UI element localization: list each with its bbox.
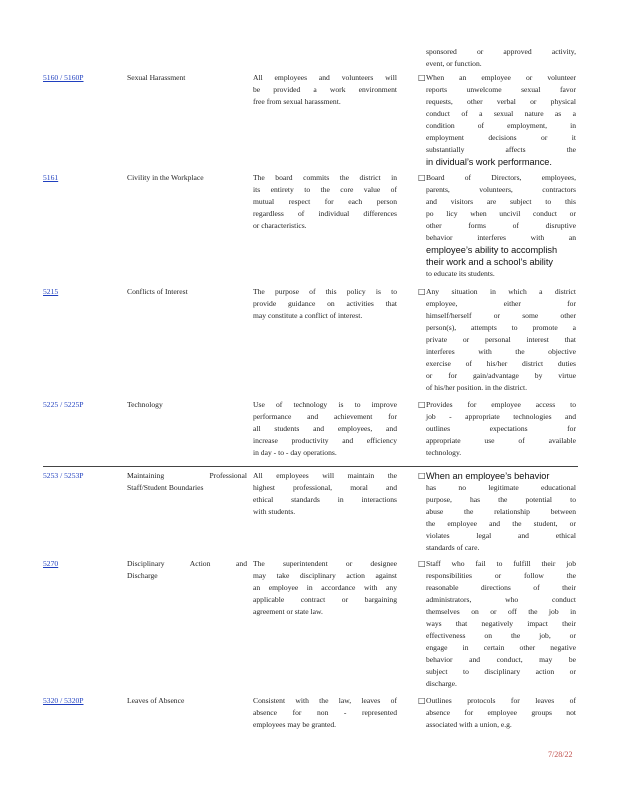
policy-code-link[interactable]: 5320 / 5320P bbox=[43, 696, 84, 705]
checkbox-bullet-icon: □ bbox=[418, 400, 426, 409]
policy-purpose-line: employees may be granted. bbox=[253, 720, 337, 729]
policy-code-link[interactable]: 5215 bbox=[43, 287, 59, 296]
policy-code-link[interactable]: 5225 / 5225P bbox=[43, 400, 84, 409]
policy-definition-line: absence for employee groups not bbox=[426, 708, 576, 717]
policy-code-link[interactable]: 5270 bbox=[43, 559, 59, 568]
policy-definition-line: Staff who fail to fulfill their job bbox=[426, 559, 576, 568]
policy-purpose-line: its entirety to the core value of bbox=[253, 185, 397, 194]
policy-purpose-cell bbox=[253, 558, 397, 618]
policy-definition-line: conduct of a sexual nature as a bbox=[426, 109, 576, 118]
checkbox-bullet-icon: □ bbox=[418, 696, 426, 705]
policy-title-cell bbox=[127, 172, 247, 184]
policy-purpose-line: free from sexual harassment. bbox=[253, 97, 341, 106]
policy-definition-line: reports unwelcome sexual favor bbox=[426, 85, 576, 94]
checkbox-bullet-icon: □ bbox=[418, 287, 426, 296]
policy-purpose-line: All employees will maintain the bbox=[253, 471, 397, 480]
checkbox-bullet-icon: □ bbox=[418, 559, 426, 568]
checkbox-bullet-icon: □ bbox=[418, 73, 426, 82]
policy-definition-line: and visitors are subject to this bbox=[426, 197, 576, 206]
policy-purpose-line: be provided a work environment bbox=[253, 85, 397, 94]
policy-definition-line: job - appropriate technologies and bbox=[426, 412, 576, 421]
checkbox-bullet-icon: □ bbox=[418, 471, 426, 480]
policy-definition-cell bbox=[418, 399, 576, 459]
policy-title-cell bbox=[127, 558, 247, 582]
policy-definition-line: or for gain/advantage by virtue bbox=[426, 371, 576, 380]
policy-purpose-line: agreement or state law. bbox=[253, 607, 323, 616]
policy-title-line: Conflicts of Interest bbox=[127, 287, 188, 296]
policy-definition-line: Any situation in which a district bbox=[426, 287, 576, 296]
policy-definition-line: effectiveness on the job, or bbox=[426, 631, 576, 640]
policy-purpose-line: The board commits the district in bbox=[253, 173, 397, 182]
policy-definition-cell bbox=[418, 286, 576, 394]
policy-code-cell bbox=[43, 399, 123, 411]
policy-definition-line: violates legal and ethical bbox=[426, 531, 576, 540]
policy-purpose-line: an employee in accordance with any bbox=[253, 583, 397, 592]
policy-purpose-line: all students and employees, and bbox=[253, 424, 397, 433]
policy-purpose-cell bbox=[253, 695, 397, 731]
policy-code-link[interactable]: 5160 / 5160P bbox=[43, 73, 84, 82]
policy-definition-line: other forms of disruptive bbox=[426, 221, 576, 230]
policy-definition-line: outlines expectations for bbox=[426, 424, 576, 433]
policy-purpose-cell bbox=[253, 286, 397, 322]
policy-title-cell bbox=[127, 470, 247, 494]
policy-title-cell bbox=[127, 72, 247, 84]
policy-definition-line: behavior interferes with an bbox=[426, 233, 576, 242]
continued-line: event, or function. bbox=[426, 59, 482, 68]
policy-purpose-line: ethical standards in interactions bbox=[253, 495, 397, 504]
policy-purpose-line: Consistent with the law, leaves of bbox=[253, 696, 397, 705]
policy-purpose-cell bbox=[253, 172, 397, 232]
policy-definition-cell bbox=[418, 172, 576, 280]
policy-title-cell bbox=[127, 695, 247, 707]
policy-definition-line: substantially affects the bbox=[426, 145, 576, 154]
policy-definition-line: Provides for employee access to bbox=[426, 400, 576, 409]
policy-purpose-line: The purpose of this policy is to bbox=[253, 287, 397, 296]
policy-purpose-cell bbox=[253, 470, 397, 518]
policy-definition-line: condition of employment, in bbox=[426, 121, 576, 130]
policy-definition-line: standards of care. bbox=[426, 543, 480, 552]
policy-purpose-line: may take disciplinary action against bbox=[253, 571, 397, 580]
policy-purpose-line: or characteristics. bbox=[253, 221, 307, 230]
policy-definition-line: private or personal interest that bbox=[426, 335, 576, 344]
policy-purpose-line: absence for non - represented bbox=[253, 708, 397, 717]
policy-definition-line: parents, volunteers, contractors bbox=[426, 185, 576, 194]
policy-definition-cell bbox=[418, 72, 576, 168]
policy-title-line: Maintaining Professional bbox=[127, 471, 247, 480]
policy-definition-line: to educate its students. bbox=[426, 269, 495, 278]
policy-title-line: Discharge bbox=[127, 571, 158, 580]
policy-definition-line: reasonable directions of their bbox=[426, 583, 576, 592]
policy-definition-line: When an employee or volunteer bbox=[426, 73, 576, 82]
policy-definition-cell bbox=[418, 695, 576, 731]
policy-definition-line: associated with a union, e.g. bbox=[426, 720, 512, 729]
policy-purpose-line: highest professional, moral and bbox=[253, 483, 397, 492]
policy-definition-line: Board of Directors, employees, bbox=[426, 173, 576, 182]
policy-purpose-line: with students. bbox=[253, 507, 296, 516]
policy-title-line: Sexual Harassment bbox=[127, 73, 186, 82]
policy-purpose-line: regardless of individual differences bbox=[253, 209, 397, 218]
policy-definition-line: appropriate use of available bbox=[426, 436, 576, 445]
policy-code-cell bbox=[43, 286, 123, 298]
checkbox-bullet-icon: □ bbox=[418, 173, 426, 182]
policy-title-line: Technology bbox=[127, 400, 163, 409]
policy-definition-line: When an employee’s behavior bbox=[426, 471, 550, 481]
policy-definition-cell bbox=[418, 470, 576, 554]
policy-purpose-line: All employees and volunteers will bbox=[253, 73, 397, 82]
policy-definition-line: of his/her position. in the district. bbox=[426, 383, 528, 392]
policy-purpose-line: performance and achievement for bbox=[253, 412, 397, 421]
footer-date: 7/28/22 bbox=[548, 750, 573, 759]
policy-definition-line: responsibilities or follow the bbox=[426, 571, 576, 580]
policy-code-cell bbox=[43, 172, 123, 184]
policy-purpose-line: The superintendent or designee bbox=[253, 559, 397, 568]
policy-definition-line: himself/herself or some other bbox=[426, 311, 576, 320]
policy-definition-line: their work and a school’s ability bbox=[426, 257, 553, 267]
policy-definition-line: themselves on or off the job in bbox=[426, 607, 576, 616]
policy-purpose-line: applicable contract or bargaining bbox=[253, 595, 397, 604]
continued-line: sponsored or approved activity, bbox=[426, 47, 576, 56]
policy-code-cell bbox=[43, 470, 123, 482]
policy-purpose-line: in day - to - day operations. bbox=[253, 448, 337, 457]
policy-definition-line: has no legitimate educational bbox=[426, 483, 576, 492]
policy-definition-line: in dividual’s work performance. bbox=[426, 157, 552, 167]
continued-definition bbox=[426, 46, 576, 70]
policy-code-cell bbox=[43, 72, 123, 84]
policy-title-line: Disciplinary Action and bbox=[127, 559, 247, 568]
policy-code-cell bbox=[43, 558, 123, 570]
policy-definition-line: subject to disciplinary action or bbox=[426, 667, 576, 676]
policy-code-link[interactable]: 5161 bbox=[43, 173, 59, 182]
policy-purpose-cell bbox=[253, 399, 397, 459]
policy-definition-line: Outlines protocols for leaves of bbox=[426, 696, 576, 705]
policy-definition-line: administrators, who conduct bbox=[426, 595, 576, 604]
policy-code-cell bbox=[43, 695, 123, 707]
policy-code-link[interactable]: 5253 / 5253P bbox=[43, 471, 84, 480]
policy-title-cell bbox=[127, 286, 247, 298]
policy-title-line: Leaves of Absence bbox=[127, 696, 185, 705]
policy-definition-cell bbox=[418, 558, 576, 690]
policy-definition-line: employee, either for bbox=[426, 299, 576, 308]
policy-definition-line: requests, other verbal or physical bbox=[426, 97, 576, 106]
row-divider bbox=[43, 466, 578, 467]
policy-title-line: Civility in the Workplace bbox=[127, 173, 204, 182]
policy-purpose-line: provide guidance on activities that bbox=[253, 299, 397, 308]
policy-definition-line: engage in certain other negative bbox=[426, 643, 576, 652]
policy-definition-line: employee’s ability to accomplish bbox=[426, 245, 558, 255]
policy-definition-line: technology. bbox=[426, 448, 462, 457]
policy-purpose-line: increase productivity and efficiency bbox=[253, 436, 397, 445]
policy-definition-line: interferes with the objective bbox=[426, 347, 576, 356]
policy-definition-line: ways that negatively impact their bbox=[426, 619, 576, 628]
policy-definition-line: exercise of his/her district duties bbox=[426, 359, 576, 368]
policy-definition-line: behavior and conduct, may be bbox=[426, 655, 576, 664]
policy-purpose-line: Use of technology is to improve bbox=[253, 400, 397, 409]
policy-title-line: Staff/Student Boundaries bbox=[127, 483, 204, 492]
policy-definition-line: po licy when uncivil conduct or bbox=[426, 209, 576, 218]
policy-title-cell bbox=[127, 399, 247, 411]
policy-definition-line: discharge. bbox=[426, 679, 457, 688]
policy-purpose-cell bbox=[253, 72, 397, 108]
policy-definition-line: the employee and the student, or bbox=[426, 519, 576, 528]
policy-definition-line: abuse the relationship between bbox=[426, 507, 576, 516]
policy-definition-line: purpose, has the potential to bbox=[426, 495, 576, 504]
policy-definition-line: person(s), attempts to promote a bbox=[426, 323, 576, 332]
policy-purpose-line: may constitute a conflict of interest. bbox=[253, 311, 363, 320]
policy-purpose-line: mutual respect for each person bbox=[253, 197, 397, 206]
policy-definition-line: employment decisions or it bbox=[426, 133, 576, 142]
